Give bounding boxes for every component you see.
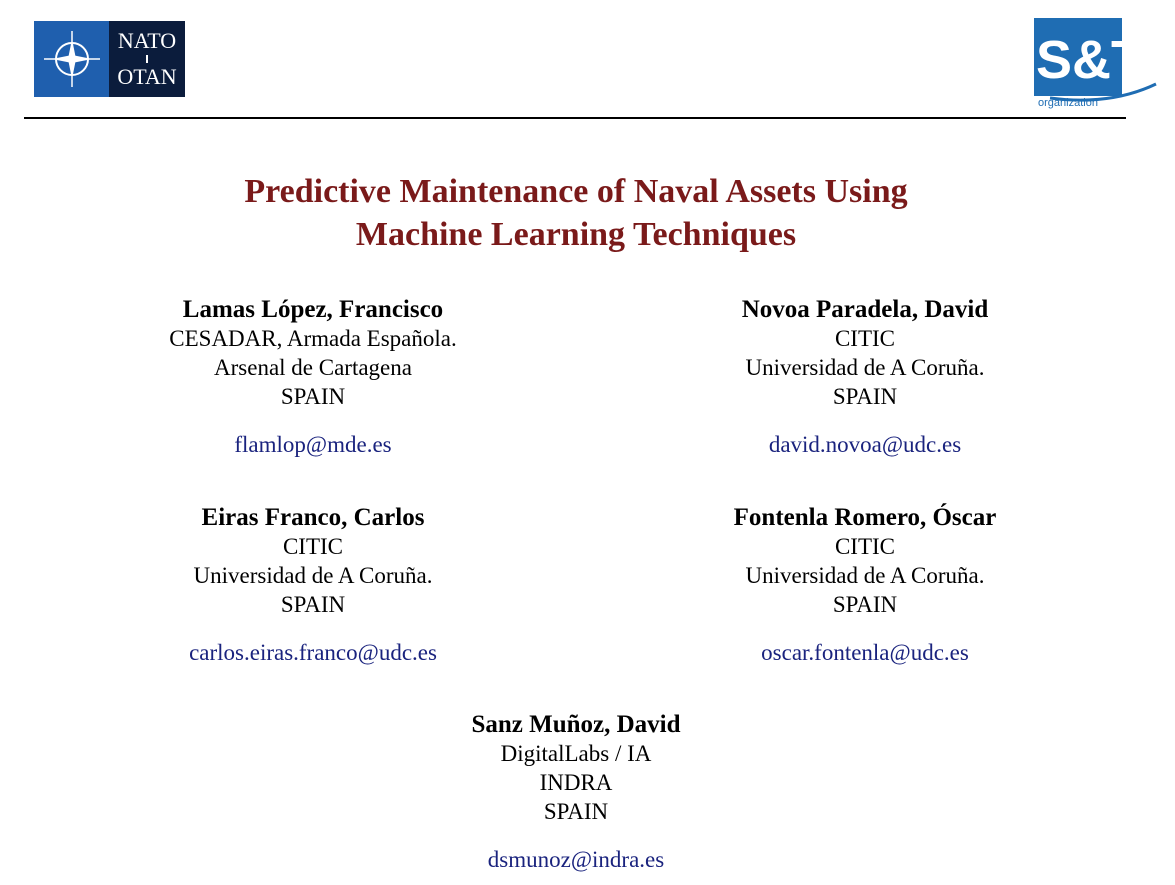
nato-wordmark [109,21,185,97]
author-email[interactable]: oscar.fontenla@udc.es [761,640,969,665]
author-email[interactable]: david.novoa@udc.es [768,432,962,457]
nato-compass-star-icon [34,21,109,97]
author-block [645,295,1085,459]
author-name: Fontenla Romero, Óscar [733,504,997,531]
author-name: Sanz Muñoz, David [471,711,681,738]
author-affiliation: CITIC [834,326,896,351]
author-affiliation: CESADAR, Armada Española. [169,326,457,351]
author-country: SPAIN [280,592,346,617]
nato-otan-logo [34,21,185,97]
author-country: SPAIN [832,384,898,409]
nato-label: NATO [117,28,177,53]
nato-divider [146,55,148,63]
author-name: Novoa Paradela, David [741,296,989,323]
author-country: SPAIN [543,799,609,824]
author-email[interactable]: flamlop@mde.es [234,432,392,457]
author-affiliation: Arsenal de Cartagena [214,355,412,380]
paper-title [0,170,1152,256]
author-affiliation: Universidad de A Coruña. [193,563,433,588]
otan-label: OTAN [117,64,177,89]
author-country: SPAIN [832,592,898,617]
author-affiliation: Universidad de A Coruña. [745,563,985,588]
author-name: Lamas López, Francisco [182,296,444,323]
author-block [93,503,533,667]
author-block [93,295,533,459]
header-divider [24,117,1126,119]
st-organization-logo [1030,14,1160,110]
title-line-1: Predictive Maintenance of Naval Assets Using [244,173,908,210]
author-affiliation: CITIC [282,534,344,559]
author-affiliation: DigitalLabs / IA [500,741,652,766]
st-subtitle: organization [1038,97,1098,109]
author-email[interactable]: carlos.eiras.franco@udc.es [189,640,437,665]
author-name: Eiras Franco, Carlos [201,504,425,531]
author-affiliation: Universidad de A Coruña. [745,355,985,380]
author-email[interactable]: dsmunoz@indra.es [487,847,665,872]
title-line-2: Machine Learning Techniques [355,216,797,253]
author-affiliation: INDRA [539,770,613,795]
author-affiliation: CITIC [834,534,896,559]
author-block [645,503,1085,667]
st-letters: S&T [1036,30,1144,90]
author-country: SPAIN [280,384,346,409]
author-block [356,710,796,874]
